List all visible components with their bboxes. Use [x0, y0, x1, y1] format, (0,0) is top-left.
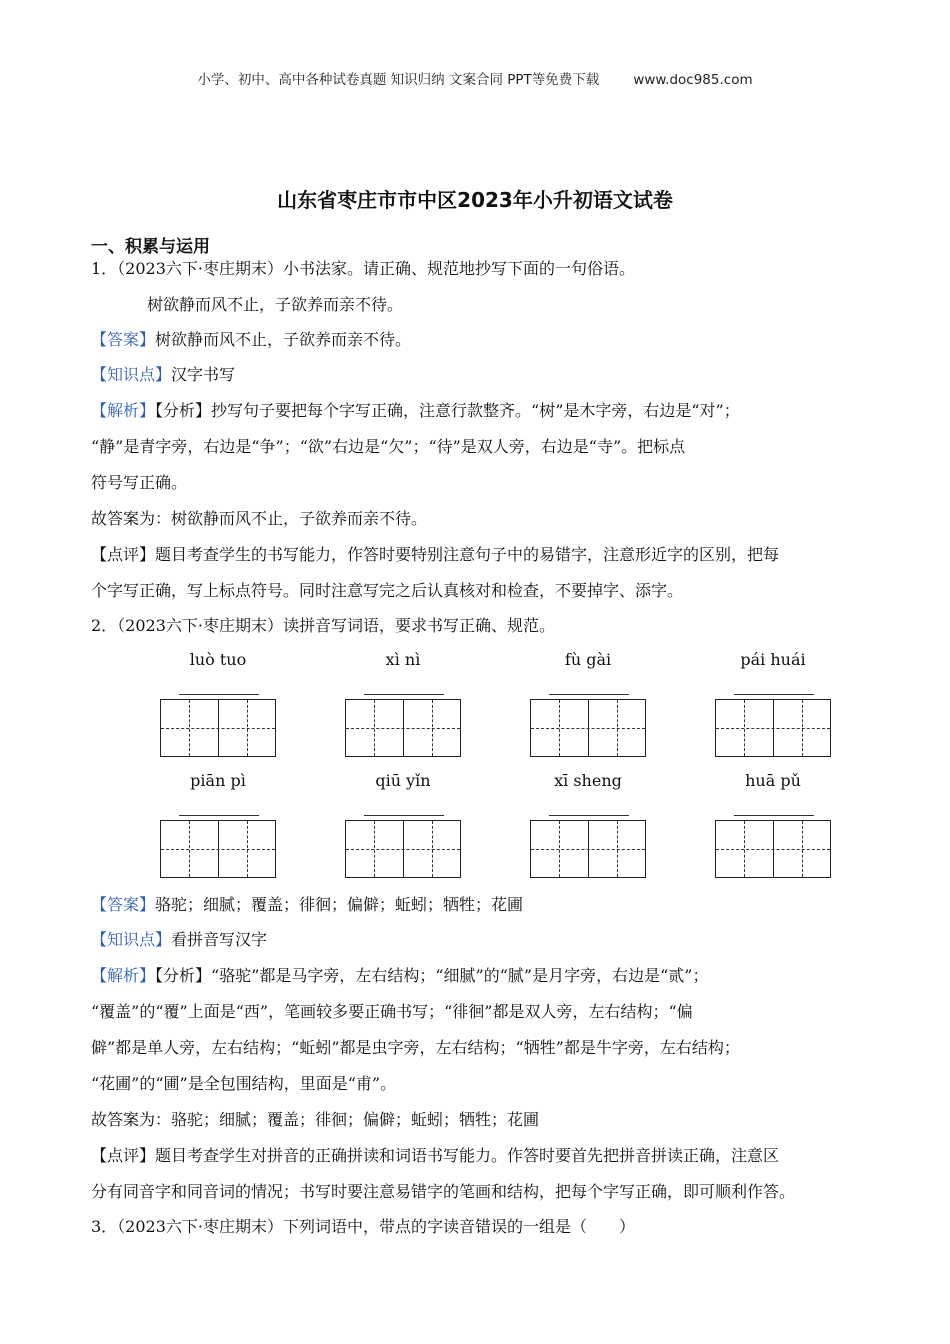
site-header — [0, 68, 950, 88]
q1-answer-line — [91, 330, 411, 350]
q1-proverb: 树欲静而风不止，子欲养而亲不待。 — [147, 295, 404, 314]
writing-grid[interactable] — [530, 699, 646, 757]
writing-grid[interactable] — [530, 820, 646, 878]
q1-final-answer: 故答案为：树欲静而风不止，子欲养而亲不待。 — [91, 509, 428, 528]
q1-stem: 1．（2023六下·枣庄期末）小书法家。请正确、规范地抄写下面的一句俗语。 — [91, 259, 635, 278]
q2-stem: 2．（2023六下·枣庄期末）读拼音写词语，要求书写正确、规范。 — [91, 616, 555, 635]
pinyin-item: piān pì — [190, 771, 246, 790]
section-heading: 一、积累与运用 — [91, 237, 210, 257]
q1-knowledge: 汉字书写 — [171, 365, 236, 384]
page-title: 山东省枣庄市市中区2023年小升初语文试卷 — [277, 188, 673, 212]
writing-grid[interactable] — [715, 820, 831, 878]
q1-analysis-text1: 【分析】抄写句子要把每个字写正确，注意行款整齐。“树”是木字旁，右边是“对”； — [155, 401, 740, 420]
pinyin-item: xì nì — [385, 650, 421, 669]
q1-analysis-line2: “静”是青字旁，右边是“争”；“欲”右边是“欠”；“待”是双人旁，右边是“寺”。把标点 — [91, 437, 686, 456]
header-url[interactable]: www.doc985.com — [633, 72, 753, 88]
q2-analysis-line2: “覆盖”的“覆”上面是“西”，笔画较多要正确书写；“徘徊”都是双人旁，左右结构；“偏 — [91, 1002, 693, 1021]
q2-final-answer: 故答案为：骆驼；细腻；覆盖；徘徊；偏僻；蚯蚓；牺牲；花圃 — [91, 1110, 540, 1129]
writing-grid[interactable] — [160, 699, 276, 757]
writing-grid[interactable] — [715, 699, 831, 757]
q2-comment-line2: 分有同音字和同音词的情况；书写时要注意易错字的笔画和结构，把每个字写正确，即可顺利作答。 — [91, 1182, 796, 1201]
q1-answer: 树欲静而风不止，子欲养而亲不待。 — [155, 330, 412, 349]
q3-stem: 3．（2023六下·枣庄期末）下列词语中，带点的字读音错误的一组是（ ） — [91, 1217, 635, 1236]
q1-analysis-line1 — [91, 401, 740, 421]
analysis-tag: 【解析】 — [91, 401, 156, 420]
pinyin-item: xī sheng — [554, 771, 622, 790]
writing-grid[interactable] — [345, 820, 461, 878]
q1-knowledge-line — [91, 365, 235, 385]
q1-analysis-line3: 符号写正确。 — [91, 473, 188, 492]
analysis-tag: 【解析】 — [91, 966, 156, 985]
q2-analysis-text1: 【分析】“骆驼”都是马字旁，左右结构；“细腻”的“腻”是月字旁，右边是“贰”； — [155, 966, 709, 985]
q2-knowledge-line — [91, 930, 267, 950]
q2-analysis-line1 — [91, 966, 708, 986]
pinyin-item: fù gài — [564, 650, 612, 669]
q2-analysis-line4: “花圃”的“圃”是全包围结构，里面是“甫”。 — [91, 1074, 397, 1093]
q1-comment-line1: 【点评】题目考查学生的书写能力，作答时要特别注意句子中的易错字，注意形近字的区别，把每 — [91, 545, 780, 564]
q1-comment-line2: 个字写正确，写上标点符号。同时注意写完之后认真核对和检查，不要掉字、添字。 — [91, 581, 684, 600]
header-text: 小学、初中、高中各种试卷真题 知识归纳 文案合同 PPT等免费下载 — [197, 72, 600, 88]
answer-tag: 【答案】 — [91, 330, 156, 349]
pinyin-item: huā pǔ — [745, 771, 801, 790]
q2-comment-line1: 【点评】题目考查学生对拼音的正确拼读和词语书写能力。作答时要首先把拼音拼读正确，注意区 — [91, 1146, 780, 1165]
knowledge-tag: 【知识点】 — [91, 365, 172, 384]
pinyin-item: qiū yǐn — [375, 771, 431, 790]
writing-grid[interactable] — [345, 699, 461, 757]
q2-knowledge: 看拼音写汉字 — [171, 930, 268, 949]
pinyin-item: pái huái — [740, 650, 806, 669]
q2-analysis-line3: 僻”都是单人旁，左右结构；“蚯蚓”都是虫字旁，左右结构；“牺牲”都是牛字旁，左右结构； — [91, 1038, 740, 1057]
q2-answer-line — [91, 895, 523, 915]
pinyin-item: luò tuo — [189, 650, 247, 669]
answer-tag: 【答案】 — [91, 895, 156, 914]
q2-answer: 骆驼；细腻；覆盖；徘徊；偏僻；蚯蚓；牺牲；花圃 — [155, 895, 524, 914]
knowledge-tag: 【知识点】 — [91, 930, 172, 949]
writing-grid[interactable] — [160, 820, 276, 878]
